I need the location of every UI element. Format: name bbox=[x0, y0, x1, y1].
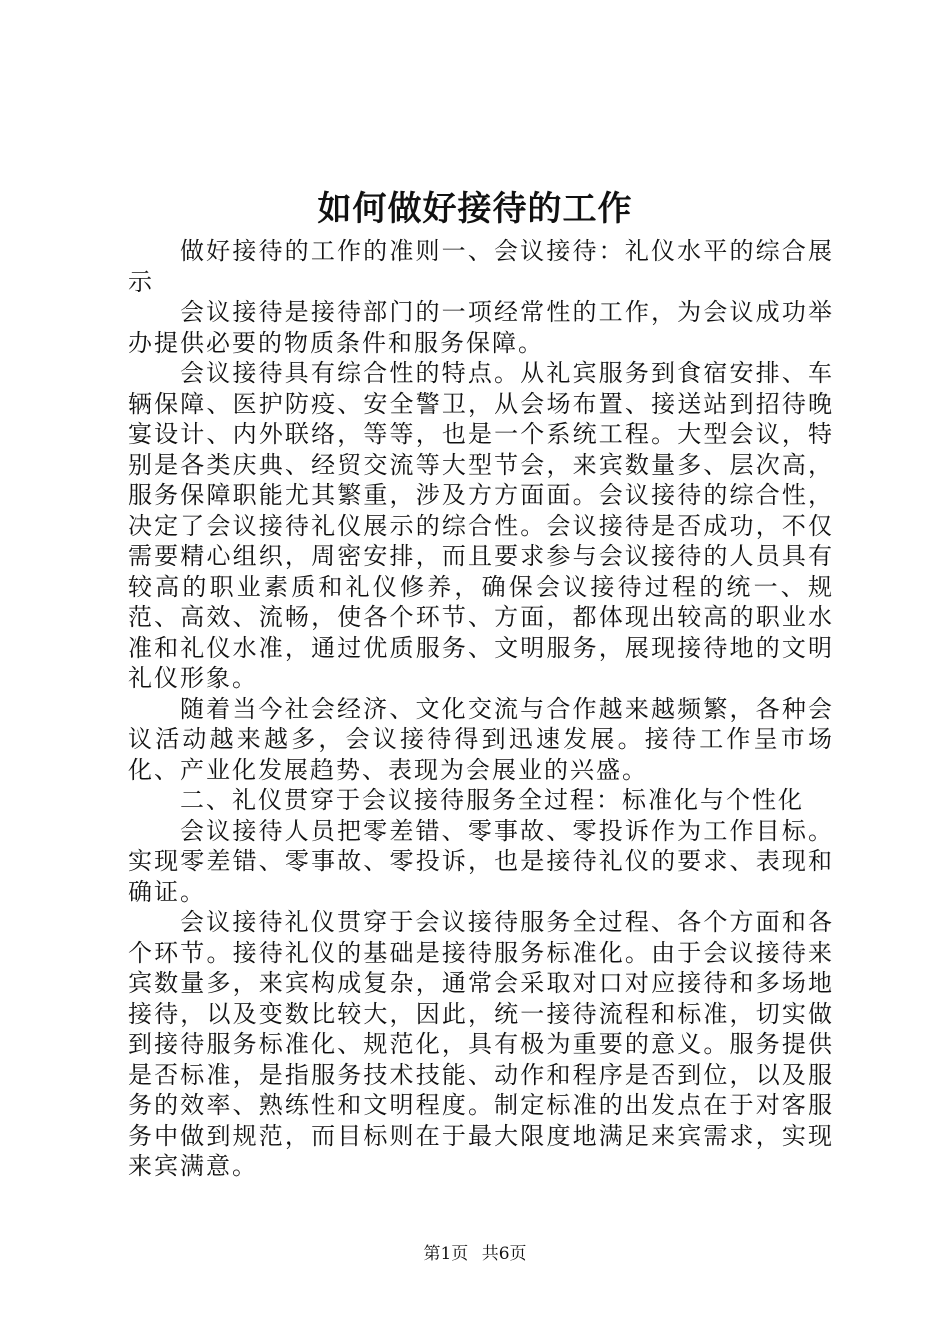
paragraph-6: 会议接待礼仪贯穿于会议接待服务全过程、各个方面和各个环节。接待礼仪的基础是接待服务标准化。由于会议接待来宾数量多，来宾构成复杂，通常会采取对口对应接待和多场地接待，以及变数比较大，因此，统一接待流程和标准，切实做到接待服务标准化、规范化，具有极为重要的意义。服务提供是否标准，是指服务技术技能、动作和程序是否到位，以及服务的效率、熟练性和文明程度。制定标准的出发点在于对客服务中做到规范，而目标则在于最大限度地满足来宾需求，实现来宾满意。 bbox=[128, 908, 834, 1180]
paragraph-3: 会议接待具有综合性的特点。从礼宾服务到食宿安排、车辆保障、医护防疫、安全警卫，从会场布置、接送站到招待晚宴设计、内外联络，等等，也是一个系统工程。大型会议，特别是各类庆典、经贸交流等大型节会，来宾数量多、层次高，服务保障职能尤其繁重，涉及方方面面。会议接待的综合性，决定了会议接待礼仪展示的综合性。会议接待是否成功，不仅需要精心组织，周密安排，而且要求参与会议接待的人员具有较高的职业素质和礼仪修养，确保会议接待过程的统一、规范、高效、流畅，使各个环节、方面，都体现出较高的职业水准和礼仪水准，通过优质服务、文明服务，展现接待地的文明礼仪形象。 bbox=[128, 359, 834, 692]
document-title: 如何做好接待的工作 bbox=[317, 189, 633, 229]
paragraph-5: 会议接待人员把零差错、零事故、零投诉作为工作目标。实现零差错、零事故、零投诉，也是接待礼仪的要求、表现和确证。 bbox=[128, 816, 834, 906]
page-total: 共6页 bbox=[481, 1244, 527, 1264]
page-footer bbox=[0, 1242, 950, 1266]
paragraph-4: 随着当今社会经济、文化交流与合作越来越频繁，各种会议活动越来越多，会议接待得到迅速发展。接待工作呈市场化、产业化发展趋势、表现为会展业的兴盛。 bbox=[128, 694, 834, 784]
paragraph-1: 做好接待的工作的准则一、会议接待：礼仪水平的综合展示 bbox=[128, 237, 834, 296]
page-number: 第1页 bbox=[423, 1244, 469, 1264]
section-heading-2: 二、礼仪贯穿于会议接待服务全过程：标准化与个性化 bbox=[180, 786, 804, 814]
document-body bbox=[128, 236, 834, 1182]
paragraph-2: 会议接待是接待部门的一项经常性的工作，为会议成功举办提供必要的物质条件和服务保障。 bbox=[128, 298, 834, 357]
